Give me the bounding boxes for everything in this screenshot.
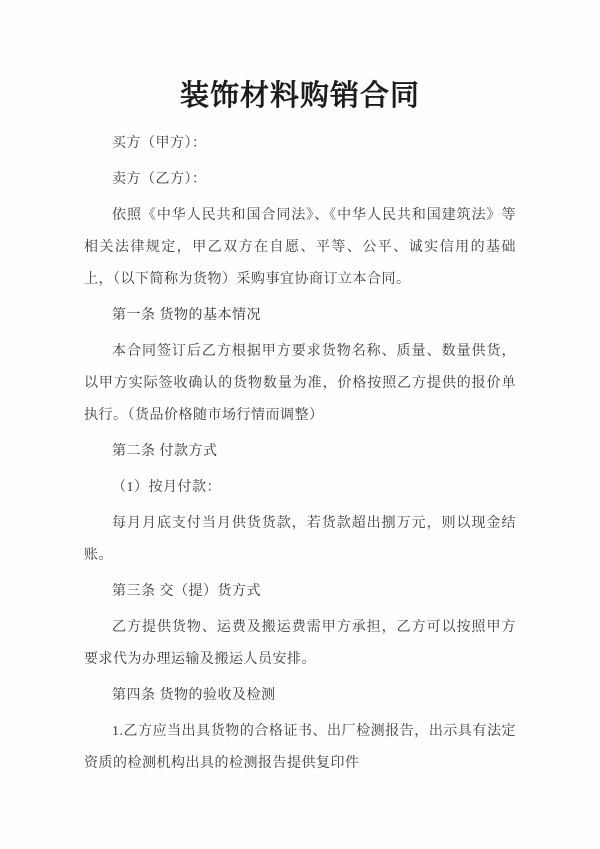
clause-2-heading: 第二条 付款方式: [112, 444, 218, 459]
clause-1-paragraph: 本合同签订后乙方根据甲方要求货物名称、质量、数量供货，以甲方实际签收确认的货物数量为准，价格按照乙方提供的报价单执行。（货品价格随市场行情而调整）: [84, 344, 516, 423]
document-title: 装饰材料购销合同: [179, 80, 420, 112]
clause-4-paragraph: 1.乙方应当出具货物的合格证书、出厂检测报告，出示具有法定资质的检测机构出具的检测报告提供复印件: [84, 724, 516, 771]
buyer-party-line: 买方（甲方）：: [112, 136, 207, 151]
clause-3-paragraph: 乙方提供货物、运费及搬运费需甲方承担，乙方可以按照甲方要求代为办理运输及搬运人员安排。: [84, 620, 516, 667]
preamble-paragraph: 依照《中华人民共和国合同法》、《中华人民共和国建筑法》等相关法律规定，甲乙双方在自愿、平等、公平、诚实信用的基础上，（以下简称为货物）采购事宜协商订立本合同。: [84, 208, 516, 287]
clause-2-paragraph: 每月月底支付当月供货货款，若货款超出捌万元，则以现金结账。: [84, 516, 516, 563]
clause-1-heading: 第一条 货物的基本情况: [112, 308, 261, 323]
clause-2-list-item: （1）按月付款：: [112, 480, 221, 495]
clause-4-heading: 第四条 货物的验收及检测: [112, 688, 276, 703]
clause-3-heading: 第三条 交（提）货方式: [112, 584, 261, 599]
seller-party-line: 卖方（乙方）：: [112, 172, 207, 187]
document-body: [84, 128, 516, 780]
